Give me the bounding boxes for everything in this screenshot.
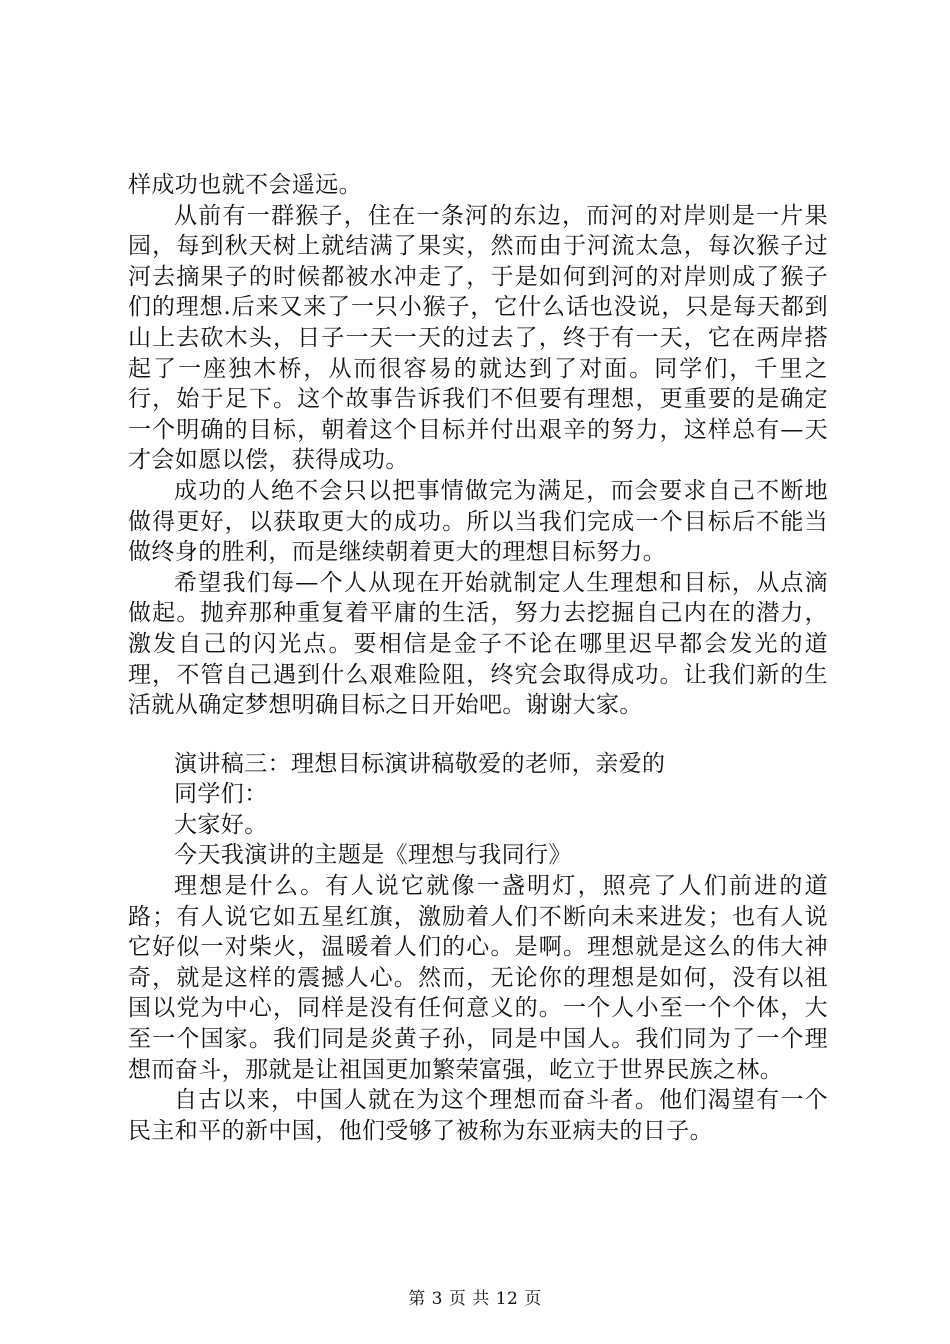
salutation: 同学们： xyxy=(174,781,268,808)
paragraph: 样成功也就不会遥远。 xyxy=(128,172,362,198)
paragraph: 希望我们每—个人从现在开始就制定人生理想和目标，从点滴做起。抛弃那种重复着平庸的生活，努力去挖掘自己内在的潜力，激发自己的闪光点。要相信是金子不论在哪里迟早都会发光的道理，不管自己遇到什么艰难险阻，终究会取得成功。让我们新的生活就从确定梦想明确目标之日开始吧。谢谢大家。 xyxy=(128,569,828,719)
section-heading: 演讲稿三：理想目标演讲稿敬爱的老师，亲爱的 xyxy=(174,750,666,777)
paragraph: 成功的人绝不会只以把事情做完为满足，而会要求自己不断地做得更好，以获取更大的成功。所以当我们完成一个目标后不能当做终身的胜利，而是继续朝着更大的理想目标努力。 xyxy=(128,477,828,566)
greeting: 大家好。 xyxy=(174,811,268,838)
paragraph: 从前有一群猴子，住在一条河的东边，而河的对岸则是一片果园，每到秋天树上就结满了果实，然而由于河流太急，每次猴子过河去摘果子的时候都被水冲走了，于是如何到河的对岸则成了猴子们的理想.后来又来了一只小猴子，它什么话也没说，只是每天都到山上去砍木头，日子一天一天的过去了，终于有一天，它在两岸搭起了一座独木桥，从而很容易的就达到了对面。同学们，千里之行，始于足下。这个故事告诉我们不但要有理想，更重要的是确定一个明确的目标，朝着这个目标并付出艰辛的努力，这样总有—天才会如愿以偿，获得成功。 xyxy=(128,202,828,474)
page-number: 第 3 页 共 12 页 xyxy=(408,1289,542,1309)
paragraph: 自古以来，中国人就在为这个理想而奋斗者。他们渴望有一个民主和平的新中国，他们受够了被称为东亚病夫的日子。 xyxy=(128,1087,828,1144)
page-footer xyxy=(0,1284,950,1309)
paragraph: 理想是什么。有人说它就像一盏明灯，照亮了人们前进的道路；有人说它如五星红旗，激励着人们不断向未来进发；也有人说它好似一对柴火，温暖着人们的心。是啊。理想就是这么的伟大神奇，就是这样的震撼人心。然而，无论你的理想是如何，没有以祖国以党为中心，同样是没有任何意义的。一个人小至一个个体，大至一个国家。我们同是炎黄子孙，同是中国人。我们同为了一个理想而奋斗，那就是让祖国更加繁荣富强，屹立于世界民族之林。 xyxy=(128,873,828,1083)
document-body xyxy=(128,170,828,1146)
speech-topic: 今天我演讲的主题是《理想与我同行》 xyxy=(174,842,572,869)
section-divider xyxy=(128,721,828,749)
